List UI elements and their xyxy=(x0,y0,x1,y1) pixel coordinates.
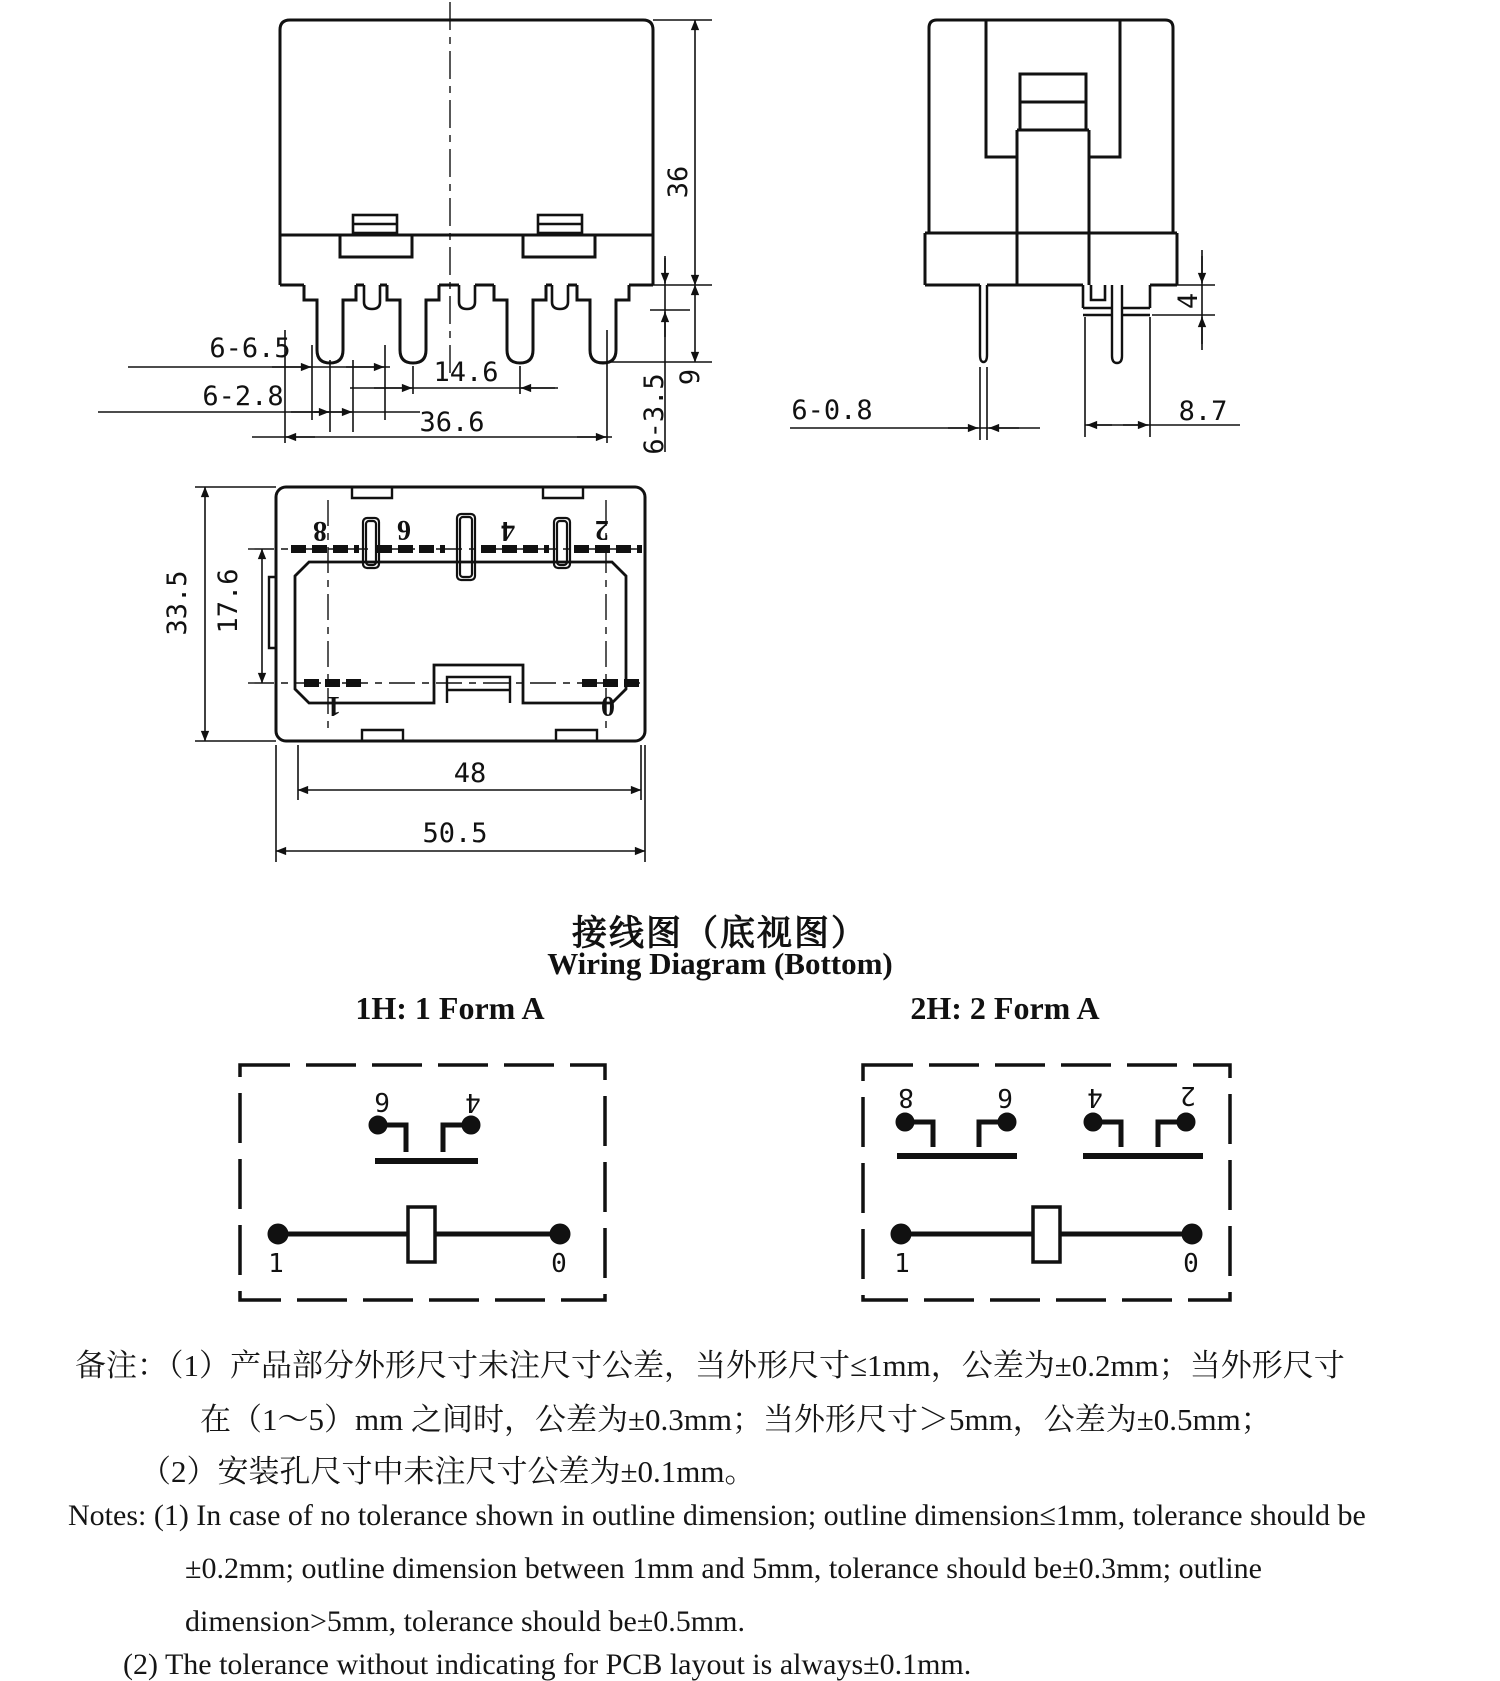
front-view xyxy=(280,2,653,378)
front-stub-pins xyxy=(364,285,568,309)
dim-label-48: 48 xyxy=(453,758,487,789)
bottom-view xyxy=(248,487,645,741)
pin-number-4: 4 xyxy=(501,515,515,546)
wiring-2h-border xyxy=(863,1065,1230,1300)
bottom-slots xyxy=(363,514,570,580)
dim-label-6-3.5: 6-3.5 xyxy=(639,373,670,455)
dim-label-17.6: 17.6 xyxy=(213,568,244,634)
side-flange xyxy=(925,233,1177,285)
bottom-inner-outline xyxy=(295,562,626,703)
note-en-line4: (2) The tolerance without indicating for PCB layout is always±0.1mm. xyxy=(123,1648,972,1681)
dim-label-6-2.8: 6-2.8 xyxy=(202,381,284,412)
front-pins xyxy=(304,285,629,363)
front-view-dim-labels xyxy=(202,166,706,455)
pin-number-8: 8 xyxy=(313,515,327,546)
bottom-centerlines xyxy=(248,500,640,728)
wiring-1h-label-4: 4 xyxy=(465,1087,481,1117)
dim-label-4: 4 xyxy=(1173,292,1204,310)
pin-number-6: 6 xyxy=(397,514,411,545)
bottom-view-dimensions xyxy=(195,487,645,862)
contact-dot-2 xyxy=(1177,1113,1195,1131)
pin-number-0: 0 xyxy=(601,690,615,721)
wiring-2h-label-6: 6 xyxy=(997,1082,1013,1112)
dim-label-36.6: 36.6 xyxy=(419,407,485,438)
coil-1h xyxy=(408,1207,435,1262)
dim-label-14.6: 14.6 xyxy=(433,357,499,388)
coil-dot-1 xyxy=(268,1224,288,1244)
contact-dot-6 xyxy=(369,1116,387,1134)
side-left-pin xyxy=(980,285,987,362)
wiring-1h-label-1: 1 xyxy=(268,1249,284,1279)
note-zh-line3: （2）安装孔尺寸中未注尺寸公差为±0.1mm。 xyxy=(140,1454,756,1489)
dim-label-36: 36 xyxy=(663,165,694,199)
dim-label-6-0.8: 6-0.8 xyxy=(791,395,873,426)
front-latch-slots xyxy=(353,215,582,233)
wiring-2h-label-1: 1 xyxy=(894,1249,910,1279)
contact-dot-6b xyxy=(998,1113,1016,1131)
note-zh-line2: 在（1～5）mm 之间时，公差为±0.3mm；当外形尺寸＞5mm，公差为±0.5mm； xyxy=(200,1402,1272,1437)
coil-dot-0 xyxy=(550,1224,570,1244)
wiring-2h-label-8: 8 xyxy=(898,1082,914,1112)
contact-dot-4b xyxy=(1084,1113,1102,1131)
wiring-2h-label-4: 4 xyxy=(1087,1082,1103,1112)
note-en-line1: Notes: (1) In case of no tolerance shown in outline dimension; outline dimension≤1mm, tolerance should be xyxy=(68,1499,1366,1532)
side-view-dim-labels xyxy=(791,293,1227,427)
wiring-2h-title: 2H: 2 Form A xyxy=(910,990,1100,1026)
bottom-view-dim-labels xyxy=(162,568,488,849)
contact-dot-8 xyxy=(896,1113,914,1131)
dim-label-50.5: 50.5 xyxy=(422,818,488,849)
dim-label-33.5: 33.5 xyxy=(162,570,193,636)
wiring-heading-en: Wiring Diagram (Bottom) xyxy=(547,946,893,981)
coil-dot-0b xyxy=(1182,1224,1202,1244)
dim-label-6-6.5: 6-6.5 xyxy=(209,333,291,364)
front-flange xyxy=(280,235,653,285)
coil-dot-1b xyxy=(891,1224,911,1244)
front-body-outline xyxy=(280,20,653,235)
note-en-line2: ±0.2mm; outline dimension between 1mm and 5mm, tolerance should be±0.3mm; outline xyxy=(185,1552,1262,1585)
side-view xyxy=(925,20,1177,363)
coil-2h xyxy=(1033,1207,1060,1262)
wiring-2h-label-2: 2 xyxy=(1180,1080,1196,1110)
wiring-1h-title: 1H: 1 Form A xyxy=(355,990,545,1026)
pin-number-1: 1 xyxy=(327,690,341,721)
bottom-pads xyxy=(291,549,642,683)
note-zh-line1: 备注：（1）产品部分外形尺寸未注尺寸公差，当外形尺寸≤1mm，公差为±0.2mm；当外形尺寸 xyxy=(75,1348,1345,1383)
side-body-outline xyxy=(929,20,1173,233)
wiring-2h-label-0: 0 xyxy=(1183,1249,1199,1279)
wiring-1h-label-6: 6 xyxy=(374,1086,390,1116)
wiring-heading-zh: 接线图（底视图） xyxy=(571,914,868,953)
wiring-diagram-2h xyxy=(863,1065,1230,1300)
contact-dot-4 xyxy=(462,1116,480,1134)
wiring-1h-label-0: 0 xyxy=(551,1249,567,1279)
note-en-line3: dimension>5mm, tolerance should be±0.5mm. xyxy=(185,1605,745,1638)
dim-label-8.7: 8.7 xyxy=(1178,396,1228,427)
dim-label-9: 9 xyxy=(675,368,706,386)
pin-number-2: 2 xyxy=(595,514,609,545)
